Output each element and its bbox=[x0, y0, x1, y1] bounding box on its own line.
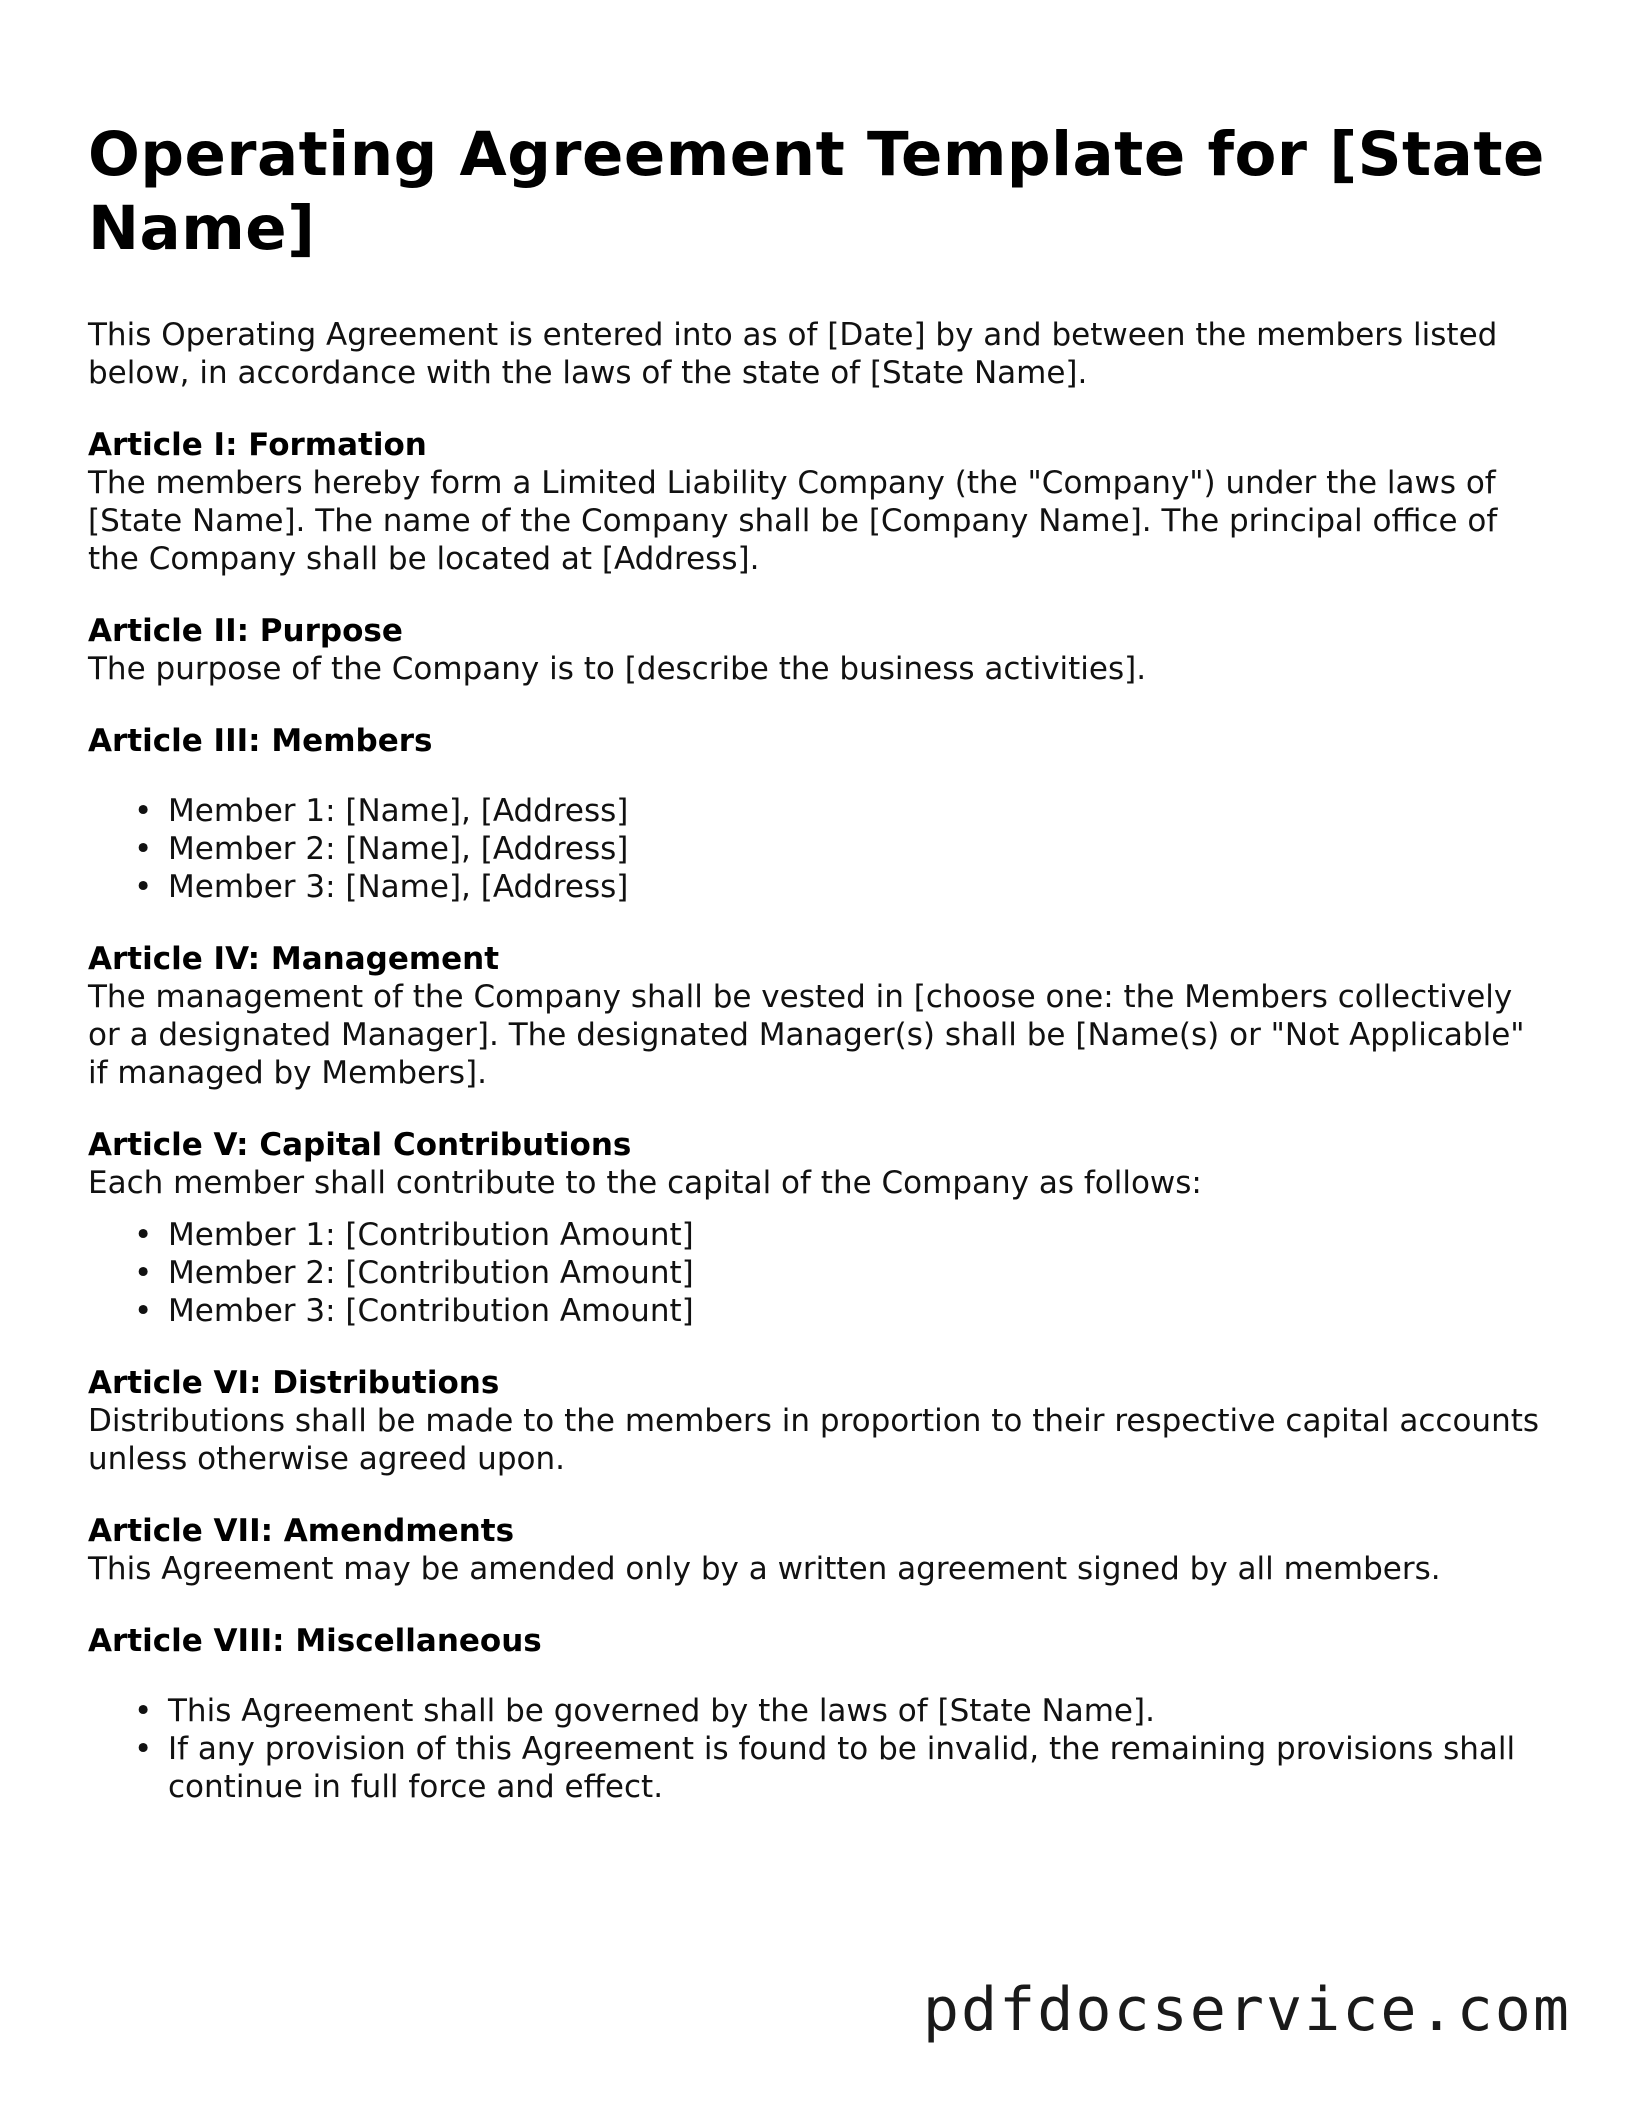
bullet-icon: • bbox=[134, 869, 153, 905]
article-8-heading: Article VIII: Miscellaneous bbox=[88, 1623, 542, 1659]
list-item bbox=[134, 1216, 1548, 1254]
article-7-text: This Agreement may be amended only by a written agreement signed by all members. bbox=[88, 1551, 1441, 1587]
list-item-text: Member 2: [Contribution Amount] bbox=[168, 1255, 694, 1291]
article-6-heading: Article VI: Distributions bbox=[88, 1365, 500, 1401]
document-page bbox=[88, 0, 1548, 1806]
list-item bbox=[134, 792, 1548, 830]
bullet-icon: • bbox=[134, 1693, 153, 1729]
list-item-text: Member 3: [Contribution Amount] bbox=[168, 1293, 694, 1329]
watermark: pdfdocservice.com bbox=[922, 1975, 1571, 2045]
bullet-icon: • bbox=[134, 1731, 153, 1767]
article-1-text: The members hereby form a Limited Liability Company (the "Company") under the laws of [State Name]. The name of the Company shall be [Company Name]. The principal office of the Company shall be located at [Address]. bbox=[88, 465, 1498, 577]
list-item-text: Member 1: [Contribution Amount] bbox=[168, 1217, 694, 1253]
list-item-text: Member 3: [Name], [Address] bbox=[168, 869, 629, 905]
list-item bbox=[134, 868, 1548, 906]
article-2-text: The purpose of the Company is to [describe the business activities]. bbox=[88, 651, 1147, 687]
list-item bbox=[134, 830, 1548, 868]
article-2-heading: Article II: Purpose bbox=[88, 613, 403, 649]
article-1-heading: Article I: Formation bbox=[88, 427, 427, 463]
list-item-text: Member 1: [Name], [Address] bbox=[168, 793, 629, 829]
list-item bbox=[134, 1692, 1548, 1730]
list-item bbox=[134, 1254, 1548, 1292]
intro-paragraph: This Operating Agreement is entered into as of [Date] by and between the members listed below, in accordance with the laws of the state of [State Name]. bbox=[88, 317, 1498, 391]
article-4-text: The management of the Company shall be vested in [choose one: the Members collectively or a designated Manager]. The designated Manager(s) shall be [Name(s) or "Not Applicable" if managed by Members]. bbox=[88, 979, 1525, 1091]
article-6-text: Distributions shall be made to the members in proportion to their respective capital accounts unless otherwise agreed upon. bbox=[88, 1403, 1540, 1477]
bullet-icon: • bbox=[134, 793, 153, 829]
members-list bbox=[88, 792, 1548, 906]
article-3-heading: Article III: Members bbox=[88, 723, 433, 759]
list-item bbox=[134, 1730, 1548, 1806]
page-title: Operating Agreement Template for [State Name] bbox=[88, 119, 1545, 264]
article-5-heading: Article V: Capital Contributions bbox=[88, 1127, 632, 1163]
bullet-icon: • bbox=[134, 1255, 153, 1291]
bullet-icon: • bbox=[134, 1217, 153, 1253]
bullet-icon: • bbox=[134, 1293, 153, 1329]
contributions-list bbox=[88, 1216, 1548, 1330]
article-7-heading: Article VII: Amendments bbox=[88, 1513, 515, 1549]
bullet-icon: • bbox=[134, 831, 153, 867]
list-item-text: This Agreement shall be governed by the laws of [State Name]. bbox=[168, 1693, 1155, 1729]
article-4-heading: Article IV: Management bbox=[88, 941, 500, 977]
list-item-text: If any provision of this Agreement is found to be invalid, the remaining provisions shall continue in full force and effect. bbox=[168, 1731, 1516, 1805]
list-item bbox=[134, 1292, 1548, 1330]
article-5-text: Each member shall contribute to the capital of the Company as follows: bbox=[88, 1165, 1202, 1201]
list-item-text: Member 2: [Name], [Address] bbox=[168, 831, 629, 867]
miscellaneous-list bbox=[88, 1692, 1548, 1806]
